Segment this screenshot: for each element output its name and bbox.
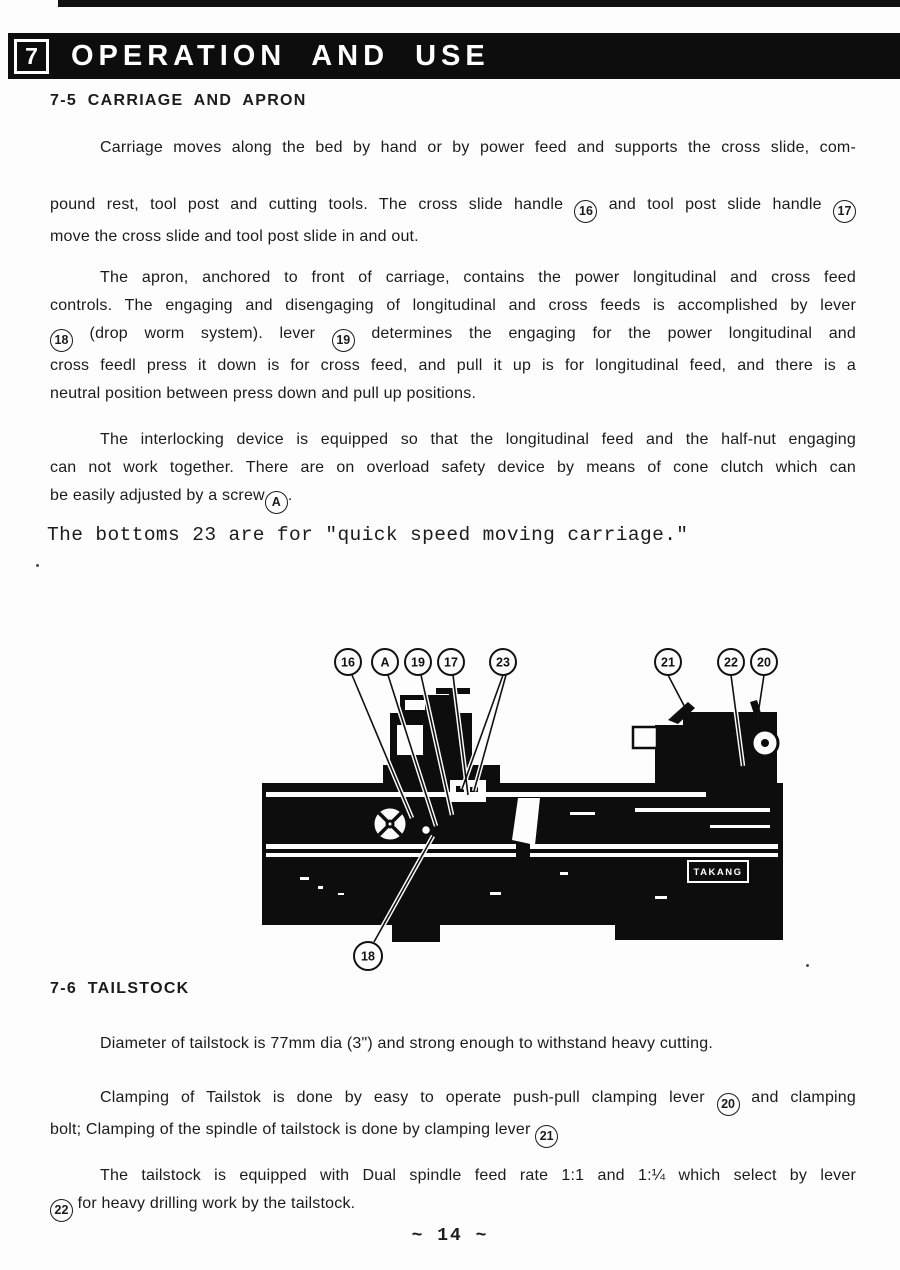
text-line: move the cross slide and tool post slide in and out.: [50, 227, 419, 245]
text-line: cross feedl press it down is for cross feed, and pull it up is for longitudinal feed, and there is a: [50, 356, 856, 374]
svg-text:20: 20: [757, 655, 771, 670]
text-line: The tailstock is equipped with Dual spindle feed rate 1:1 and 1:¼ which select by lever: [100, 1167, 856, 1184]
text-segment: pound rest, tool post and cutting tools. The cross slide handle: [50, 196, 575, 213]
circled-ref-20: 20: [717, 1093, 740, 1116]
circled-ref-A: A: [265, 491, 288, 514]
circled-ref-17: 17: [833, 200, 856, 223]
svg-text:16: 16: [341, 655, 355, 670]
paragraph-interlock: [50, 426, 856, 514]
text-line: neutral position between press down and pull up positions.: [50, 384, 477, 402]
circled-ref-21: 21: [535, 1125, 558, 1148]
chapter-banner: [8, 33, 900, 79]
scan-edge-bar: [58, 0, 900, 7]
chapter-number-badge: [14, 39, 49, 74]
text-segment: (drop worm system). lever: [73, 325, 332, 342]
callout-17: [438, 649, 464, 675]
callout-16: [335, 649, 361, 675]
text-segment: determines the engaging for the power longitudinal and: [354, 325, 857, 342]
scan-artifact-dot: [36, 564, 39, 567]
tailstock-quill: [633, 727, 657, 748]
text-segment: be easily adjusted by a screw: [50, 487, 265, 504]
lathe-figure: [240, 640, 820, 985]
svg-text:19: 19: [411, 655, 425, 670]
paragraph-carriage-1: [50, 134, 856, 251]
svg-text:17: 17: [444, 655, 458, 670]
text-line: [50, 1116, 856, 1148]
text-segment: Clamping of Tailstok is done by easy to operate push-pull clamping lever: [100, 1089, 717, 1106]
circled-ref-19: 19: [332, 329, 355, 352]
text-line: [50, 320, 856, 352]
section-76-heading: 7-6 TAILSTOCK: [50, 980, 190, 997]
text-line: can not work together. There are on overload safety device by means of cone clutch which can: [50, 459, 856, 476]
section-75-heading: 7-5 CARRIAGE AND APRON: [50, 92, 307, 109]
text-segment: .: [287, 487, 293, 504]
apron-knob: [422, 826, 431, 835]
callout-21: [655, 649, 681, 675]
tool-post-detail: [405, 700, 425, 710]
scan-artifact-dot: [806, 964, 809, 967]
text-line: Diameter of tailstock is 77mm dia (3") and strong enough to withstand heavy cutting.: [100, 1035, 714, 1052]
text-line: The apron, anchored to front of carriage, contains the power longitudinal and cross feed: [100, 269, 856, 286]
callout-19: [405, 649, 431, 675]
typewriter-note: The bottoms 23 are for "quick speed moving carriage.": [47, 524, 689, 546]
text-segment: and tool post slide handle: [597, 196, 833, 213]
paragraph-apron: [50, 264, 856, 408]
callout-A: [372, 649, 398, 675]
text-line: The interlocking device is equipped so that the longitudinal feed and the half-nut engaging: [100, 431, 856, 448]
text-line: controls. The engaging and disengaging of longitudinal and cross feeds is accomplished by lever: [50, 297, 856, 314]
cross-slide-handwheel: [373, 807, 407, 841]
text-segment: and clamping: [739, 1089, 856, 1106]
circled-ref-18: 18: [50, 329, 73, 352]
circled-ref-22: 22: [50, 1199, 73, 1222]
lathe-illustration: [240, 640, 820, 980]
brand-plate: [688, 861, 748, 882]
page-number: ~ 14 ~: [411, 1226, 489, 1246]
paragraph-tailstock-3: [50, 1162, 856, 1222]
callout-18: [354, 942, 382, 970]
svg-text:23: 23: [496, 655, 510, 670]
lathe-machine: [262, 688, 783, 942]
paragraph-tailstock-1: [50, 1030, 856, 1058]
svg-text:21: 21: [661, 655, 675, 670]
callout-22: [718, 649, 744, 675]
text-segment: for heavy drilling work by the tailstock.: [73, 1195, 356, 1212]
callout-23: [490, 649, 516, 675]
text-line: [50, 1084, 856, 1116]
text-line: Carriage moves along the bed by hand or by power feed and supports the cross slide, com-: [100, 139, 856, 156]
paragraph-tailstock-2: [50, 1084, 856, 1148]
svg-text:22: 22: [724, 655, 738, 670]
svg-text:18: 18: [361, 949, 375, 964]
callout-20: [751, 649, 777, 675]
text-segment: bolt; Clamping of the spindle of tailstock is done by clamping lever: [50, 1120, 536, 1138]
page-title: OPERATION AND USE: [71, 39, 490, 72]
circled-ref-16: 16: [574, 200, 597, 223]
text-line: [50, 191, 856, 223]
brand-label: TAKANG: [693, 867, 743, 878]
tailstock-handwheel-hub: [761, 739, 769, 747]
text-line: [50, 482, 856, 514]
text-line: [50, 1190, 856, 1222]
chapter-number: 7: [25, 42, 38, 69]
svg-text:A: A: [380, 655, 390, 670]
